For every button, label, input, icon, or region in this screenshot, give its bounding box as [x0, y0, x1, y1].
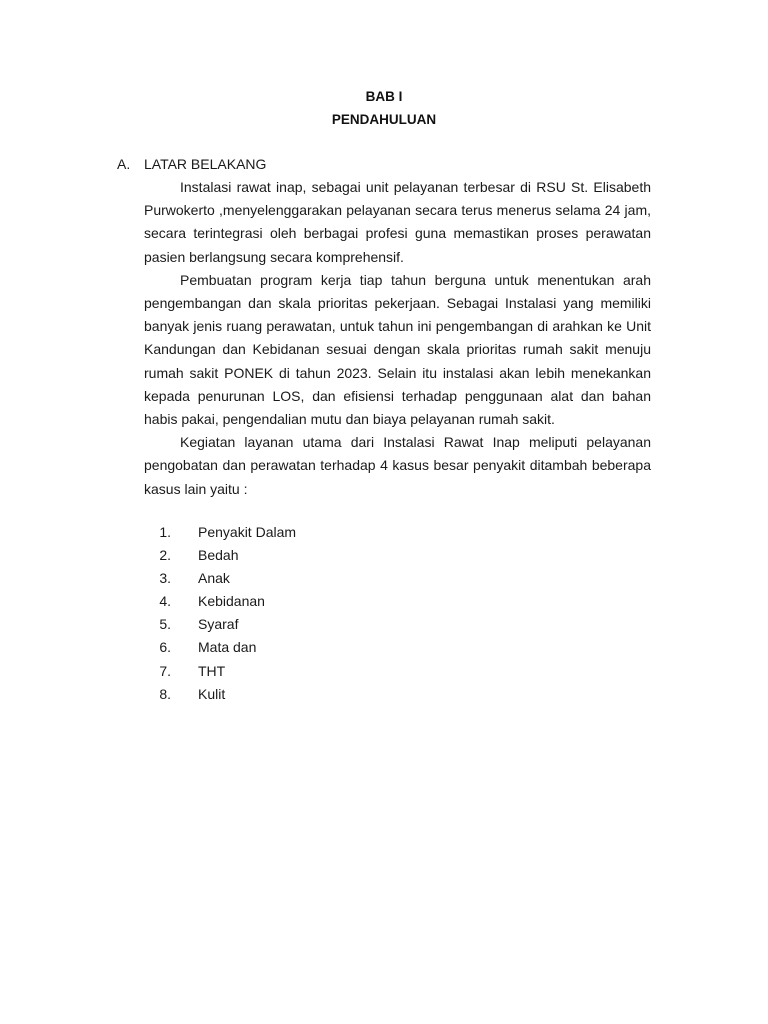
list-item-number: 8.	[159, 685, 171, 702]
list-item-number: 2.	[159, 547, 171, 564]
chapter-title: PENDAHULUAN	[331, 112, 437, 127]
list-item-number: 1.	[159, 524, 171, 540]
paragraph-intro: Instalasi rawat inap, sebagai unit pelayanan terbesar di RSU St. Elisabeth Purwokerto ,menyelenggarakan pelayanan secara terus menerus selama 24 jam, secara terintegrasi oleh berbagai profesi guna memastikan proses perawatan pasien berlangsung secara komprehensif.	[144, 179, 651, 265]
list-item-number: 6.	[159, 639, 171, 656]
list-item	[144, 590, 296, 613]
list-item-text: Anak	[198, 570, 230, 587]
list-item	[144, 521, 296, 544]
list-item-text: THT	[198, 662, 226, 679]
list-item-text: Mata dan	[198, 639, 257, 656]
list-item	[144, 567, 296, 590]
list-item-number: 4.	[159, 593, 171, 610]
list-item	[144, 660, 296, 683]
list-item-text: Kulit	[198, 685, 226, 702]
list-item	[144, 683, 296, 706]
list-item-number: 3.	[159, 570, 171, 587]
paragraph-work-program: Pembuatan program kerja tiap tahun berguna untuk menentukan arah pengembangan dan skala prioritas pekerjaan. Sebagai Instalasi yang memiliki banyak jenis ruang perawatan, untuk tahun ini pengembangan di arahkan ke Unit Kandungan dan Kebidanan sesuai dengan skala prioritas rumah sakit menuju rumah sakit PONEK di tahun 2023. Selain itu instalasi akan lebih menekankan kepada penurunan LOS, dan efisiensi terhadap penggunaan alat dan bahan habis pakai, pengendalian mutu dan biaya pelayanan rumah sakit.	[144, 271, 651, 428]
list-item	[144, 613, 296, 636]
list-item	[144, 636, 296, 659]
list-item-text: Penyakit Dalam	[198, 524, 297, 540]
list-item-number: 5.	[159, 616, 171, 633]
case-list	[144, 521, 296, 706]
list-item-number: 7.	[159, 662, 171, 679]
section-number: A.	[117, 156, 131, 172]
section-body	[144, 176, 651, 501]
section-heading	[117, 156, 266, 172]
section-title: LATAR BELAKANG	[144, 156, 267, 172]
list-item	[144, 544, 296, 567]
list-item-text: Syaraf	[198, 616, 239, 633]
paragraph-services: Kegiatan layanan utama dari Instalasi Rawat Inap meliputi pelayanan pengobatan dan perawatan terhadap 4 kasus besar penyakit ditambah beberapa kasus lain yaitu :	[144, 434, 651, 497]
list-item-text: Bedah	[198, 547, 239, 564]
chapter-heading: BAB I	[365, 89, 403, 104]
list-item-text: Kebidanan	[198, 593, 265, 610]
